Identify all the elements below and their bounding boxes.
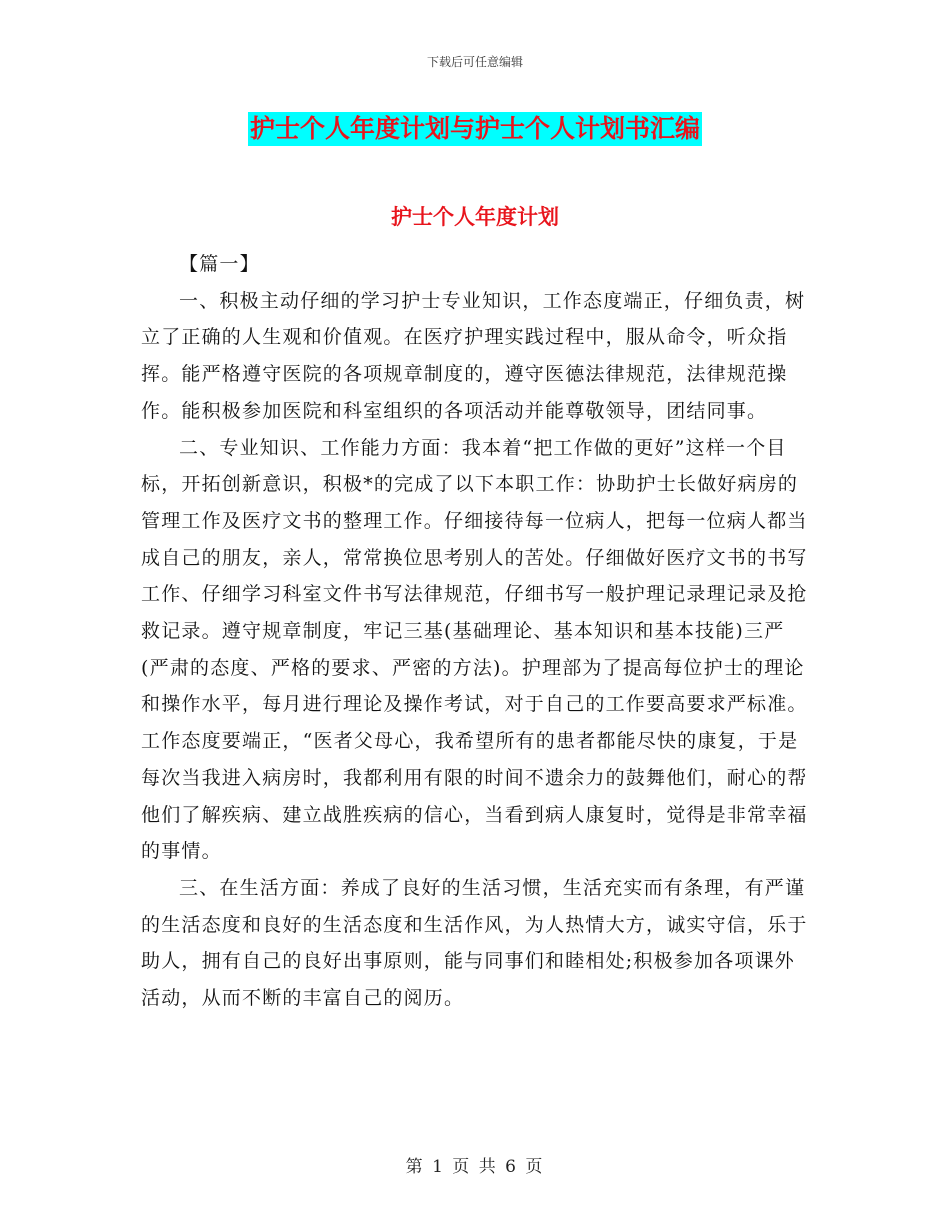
paragraph-1: 一、积极主动仔细的学习护士专业知识，工作态度端正，仔细负责，树立了正确的人生观和价值观。在医疗护理实践过程中，服从命令，听众指挥。能严格遵守医院的各项规章制度的，遵守医德法律规范，法律规范操作。能积极参加医院和科室组织的各项活动并能尊敬领导，团结同事。: [141, 289, 806, 422]
page-footer: 第 1 页 共 6 页: [405, 1157, 545, 1177]
section-label: 【篇一】: [179, 253, 260, 275]
document-sub-title: 护士个人年度计划: [391, 205, 559, 229]
document-main-title: 护士个人年度计划与护士个人计划书汇编: [248, 112, 702, 146]
paragraph-2: 二、专业知识、工作能力方面：我本着“把工作做的更好”这样一个目标，开拓创新意识，积极*的完成了以下本职工作：协助护士长做好病房的管理工作及医疗文书的整理工作。仔细接待每一位病人，把每一位病人都当成自己的朋友，亲人，常常换位思考别人的苦处。仔细做好医疗文书的书写工作、仔细学习科室文件书写法律规范，仔细书写一般护理记录理记录及抢救记录。遵守规章制度，牢记三基(基础理论、基本知识和基本技能)三严(严肃的态度、严格的要求、严密的方法)。护理部为了提高每位护士的理论和操作水平，每月进行理论及操作考试，对于自己的工作要高要求严标准。工作态度要端正，“医者父母心，我希望所有的患者都能尽快的康复，于是每次当我进入病房时，我都利用有限的时间不遗余力的鼓舞他们，耐心的帮他们了解疾病、建立战胜疾病的信心，当看到病人康复时，觉得是非常幸福的事情。: [141, 436, 808, 863]
paragraph-3: 三、在生活方面：养成了良好的生活习惯，生活充实而有条理，有严谨的生活态度和良好的生活态度和生活作风，为人热情大方，诚实守信，乐于助人，拥有自己的良好出事原则，能与同事们和睦相处;积极参加各项课外活动，从而不断的丰富自己的阅历。: [141, 876, 808, 1010]
main-title-container: [0, 112, 950, 146]
document-body: [141, 246, 811, 1017]
header-note: 下载后可任意编辑: [426, 55, 523, 69]
